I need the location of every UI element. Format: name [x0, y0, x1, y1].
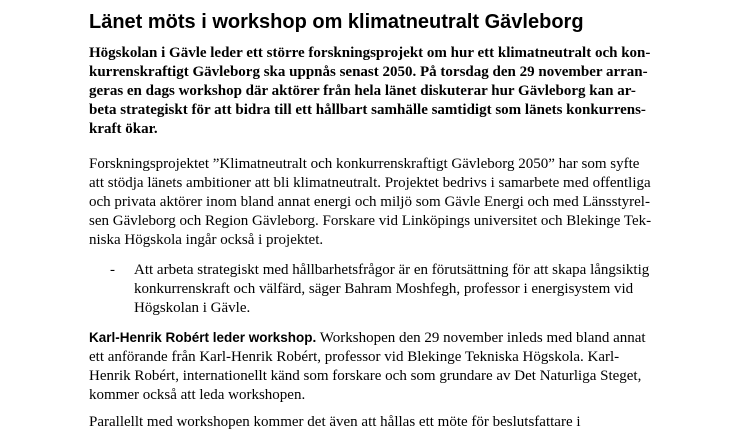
lead-line: beta strategiskt för att bidra till ett hållbart samhälle samtidigt som länets konkurrens-	[89, 102, 646, 118]
body-paragraph-project	[89, 155, 651, 250]
body-line	[89, 328, 646, 348]
body-line-text: Workshopen den 29 november inleds med bland annat	[316, 330, 646, 346]
body-line: kommer också att leda workshopen.	[89, 387, 306, 403]
body-line: Forskningsprojektet ”Klimatneutralt och konkurrenskraftigt Gävleborg 2050” har som syfte	[89, 156, 640, 172]
body-line: ett anförande från Karl-Henrik Robért, professor vid Blekinge Tekniska Högskola. Karl-	[89, 349, 620, 365]
article-title: Länet möts i workshop om klimatneutralt Gävleborg	[89, 11, 584, 33]
body-line: Henrik Robért, internationellt känd som forskare och som grundare av Det Naturliga Steget,	[89, 368, 642, 384]
body-line: niska Högskola ingår också i projektet.	[89, 232, 324, 248]
body-paragraph-partial	[89, 413, 581, 432]
quote-line: konkurrenskraft och välfärd, säger Bahram Moshfegh, professor i energisystem vid	[134, 281, 634, 297]
body-paragraph-workshop	[89, 328, 646, 405]
lead-line: kraft ökar.	[89, 121, 158, 137]
lead-line: kurrenskraftigt Gävleborg ska uppnås senast 2050. På torsdag den 29 november arran-	[89, 64, 648, 80]
body-line: sen Gävleborg och Region Gävleborg. Forskare vid Linköpings universitet och Blekinge Tek-	[89, 213, 652, 229]
quote-line: Högskolan i Gävle.	[134, 300, 251, 316]
body-line: Parallellt med workshopen kommer det även att hållas ett möte för beslutsfattare i	[89, 414, 581, 430]
quote-line: Att arbeta strategiskt med hållbarhetsfrågor är en förutsättning för att skapa långsiktig	[134, 262, 650, 278]
runin-heading: Karl-Henrik Robért leder workshop.	[89, 330, 317, 345]
body-line: att stödja länets ambitioner att bli klimatneutralt. Projektet bedrivs i samarbete med offentliga	[89, 175, 651, 191]
lead-line: Högskolan i Gävle leder ett större forskningsprojekt om hur ett klimatneutralt och kon-	[89, 45, 651, 61]
lead-line: geras en dags workshop där aktörer från hela länet diskuterar hur Gävleborg kan ar-	[89, 83, 636, 99]
quote-paragraph	[134, 261, 649, 318]
body-line: och privata aktörer inom bland annat energi och miljö som Gävle Energi och med Länsstyrel-	[89, 194, 650, 210]
quote-dash: -	[110, 262, 115, 278]
lead-paragraph	[89, 44, 650, 139]
